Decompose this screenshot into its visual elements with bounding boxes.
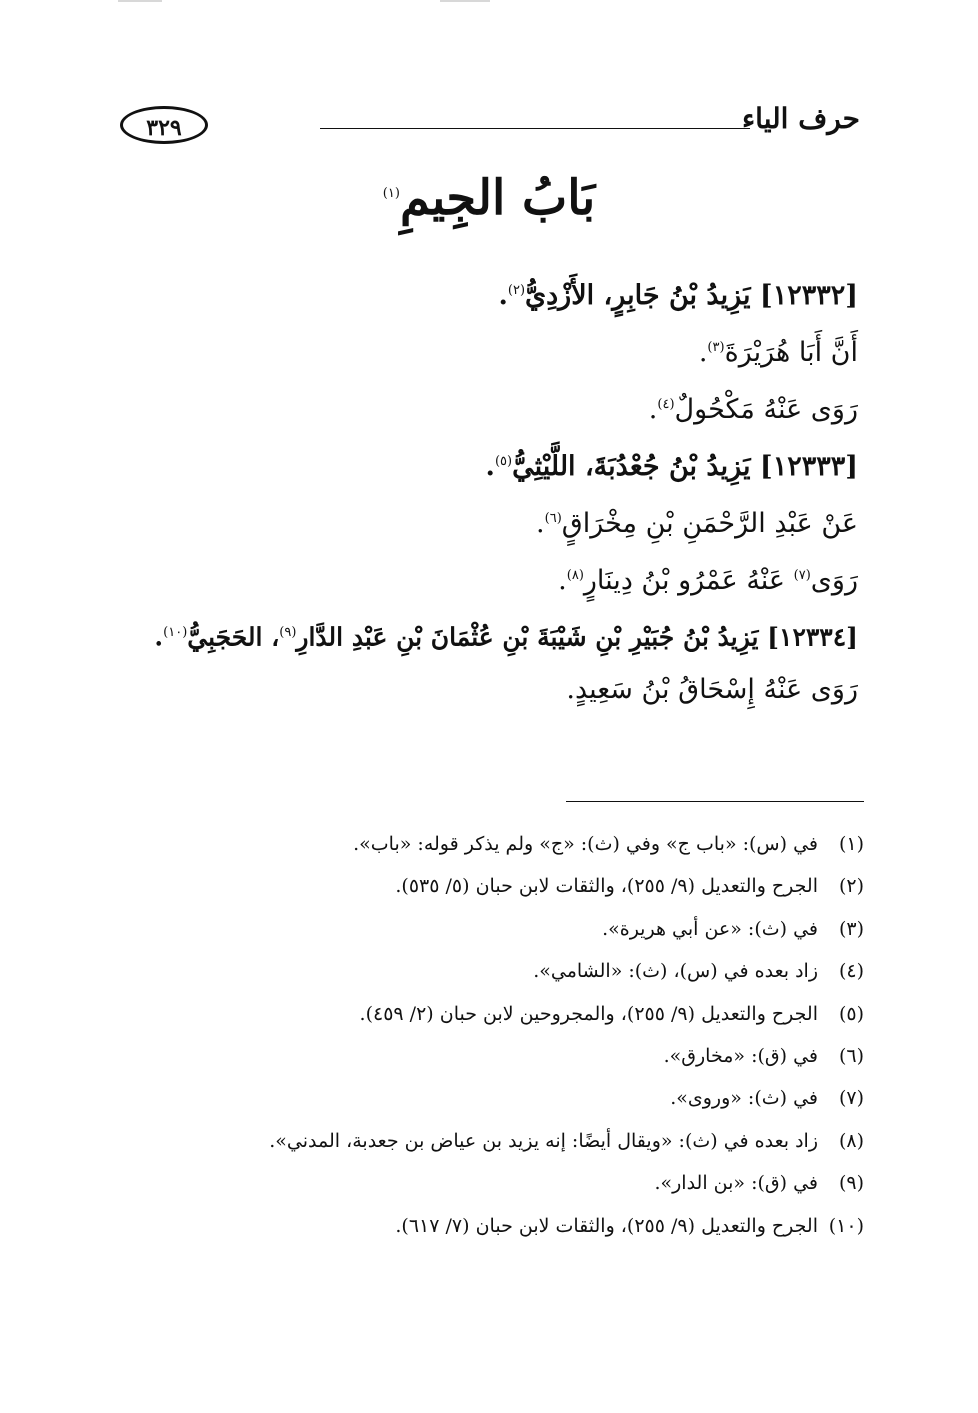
entry-line (110, 661, 858, 718)
footnote-ref: (٥) (494, 454, 513, 469)
footnote-ref: (٩) (279, 625, 297, 640)
entry-end: . (154, 622, 164, 652)
footnote-item (110, 1035, 864, 1077)
footnotes-list (110, 823, 864, 1247)
entry-text: [١٢٣٣٢] يَزِيدُ بْنُ جَابِرٍ، الأَزْدِيُّ (525, 280, 858, 311)
entry-line (110, 490, 858, 547)
footnote-item (110, 1120, 864, 1162)
entry-line (110, 376, 858, 433)
entry-end: . (566, 674, 575, 705)
footnote-number: (٨) (838, 1129, 864, 1152)
footnote-number: (١) (838, 833, 864, 855)
chapter-title-text: بَابُ الجِيمِ (399, 170, 596, 226)
footnote-item (110, 950, 864, 992)
footnote-text: في (س): «باب ج» وفي (ث): «ج» ولم يذكر قوله: «باب». (353, 833, 818, 855)
footnote-text: في (ث): «وروى». (670, 1087, 818, 1110)
entry-line (110, 262, 858, 319)
footnote-number: (٣) (838, 917, 864, 940)
footnote-ref: (٨) (566, 568, 584, 583)
footnote-divider (566, 801, 864, 802)
footnote-ref: (٤) (657, 397, 675, 412)
entry-line (110, 604, 858, 661)
entry-end: . (485, 451, 495, 482)
entry-end: . (498, 280, 508, 311)
entry-text: [١٢٣٣٣] يَزِيدُ بْنُ جُعْدُبَةَ، اللَّيْثِيُّ (512, 451, 858, 482)
footnote-text: الجرح والتعديل (٩/ ٢٥٥)، والثقات لابن حبان (٧/ ٦١٧). (395, 1214, 818, 1237)
entry-end: . (536, 508, 545, 539)
footnote-text: في (ق): «بن الدار». (654, 1172, 818, 1195)
footnote-text: الجرح والتعديل (٩/ ٢٥٥)، والثقات لابن حبان (٥/ ٥٣٥). (395, 875, 818, 898)
chapter-title (0, 170, 978, 226)
footnote-number: (٤) (838, 960, 864, 983)
entry-text: رَوَى عَنْهُ إِسْحَاقُ بْنُ سَعِيدٍ (574, 674, 858, 705)
footnote-number: (٩) (838, 1172, 864, 1195)
footnote-item (110, 908, 864, 950)
entry-text: عَنْهُ عَمْرُو بْنُ دِينَارٍ (583, 565, 794, 596)
entry-text: رَوَى (810, 565, 858, 596)
footnote-item (110, 823, 864, 865)
page-number: ٣٢٩ (120, 106, 208, 144)
entry-text: ، الحَجَبِيُّ (187, 622, 280, 652)
footnote-text: الجرح والتعديل (٩/ ٢٥٥)، والمجروحين لابن حبان (٢/ ٤٥٩). (359, 1002, 818, 1025)
footnote-text: في (ق): «مخارق». (663, 1044, 818, 1067)
footnote-number: (٦) (838, 1044, 864, 1067)
scan-mark (118, 0, 162, 2)
header-rule (320, 128, 750, 129)
entries-list (110, 262, 858, 718)
scan-mark (440, 0, 490, 2)
footnote-ref: (٢) (507, 283, 526, 298)
footnote-number: (١٠) (828, 1214, 864, 1237)
entry-text: رَوَى عَنْهُ مَكْحُولٌ (674, 394, 858, 425)
footnote-ref: (٧) (793, 568, 811, 583)
footnote-text: في (ث): «عن أبي هريرة». (602, 917, 818, 940)
footnote-ref: (٣) (707, 340, 725, 355)
running-header (120, 98, 860, 158)
footnote-item (110, 1162, 864, 1204)
footnote-item (110, 1077, 864, 1119)
entry-line (110, 547, 858, 604)
footnote-number: (٢) (838, 875, 864, 898)
footnote-text: زاد بعده في (ث): «ويقال أيضًا: إنه يزيد بن عياض بن جعدبة، المدني». (269, 1129, 818, 1152)
footnote-item (110, 1205, 864, 1247)
footnote-number: (٥) (838, 1002, 864, 1025)
entry-line (110, 319, 858, 376)
header-title: حرف الياء (742, 102, 860, 135)
entry-line (110, 433, 858, 490)
entry-end: . (648, 394, 658, 425)
footnote-item (110, 993, 864, 1035)
entry-end: . (558, 565, 567, 596)
footnote-ref: (١٠) (163, 625, 188, 640)
entry-end: . (698, 337, 708, 368)
footnote-text: زاد بعده في (س)، (ث): «الشامي». (533, 960, 818, 983)
entry-text: عَنْ عَبْدِ الرَّحْمَنِ بْنِ مِخْرَاقٍ (561, 508, 858, 539)
footnote-ref: (١) (382, 186, 400, 201)
footnote-item (110, 865, 864, 907)
footnote-ref: (٦) (544, 511, 562, 526)
footnote-number: (٧) (838, 1087, 864, 1110)
entry-text: [١٢٣٣٤] يَزِيدُ بْنُ جُبَيْرِ بْنِ شَيْبَةَ بْنِ عُثْمَانَ بْنِ عَبْدِ الدَّارِ (296, 622, 858, 652)
entry-text: أَنَّ أَبَا هُرَيْرَةَ (724, 337, 858, 368)
